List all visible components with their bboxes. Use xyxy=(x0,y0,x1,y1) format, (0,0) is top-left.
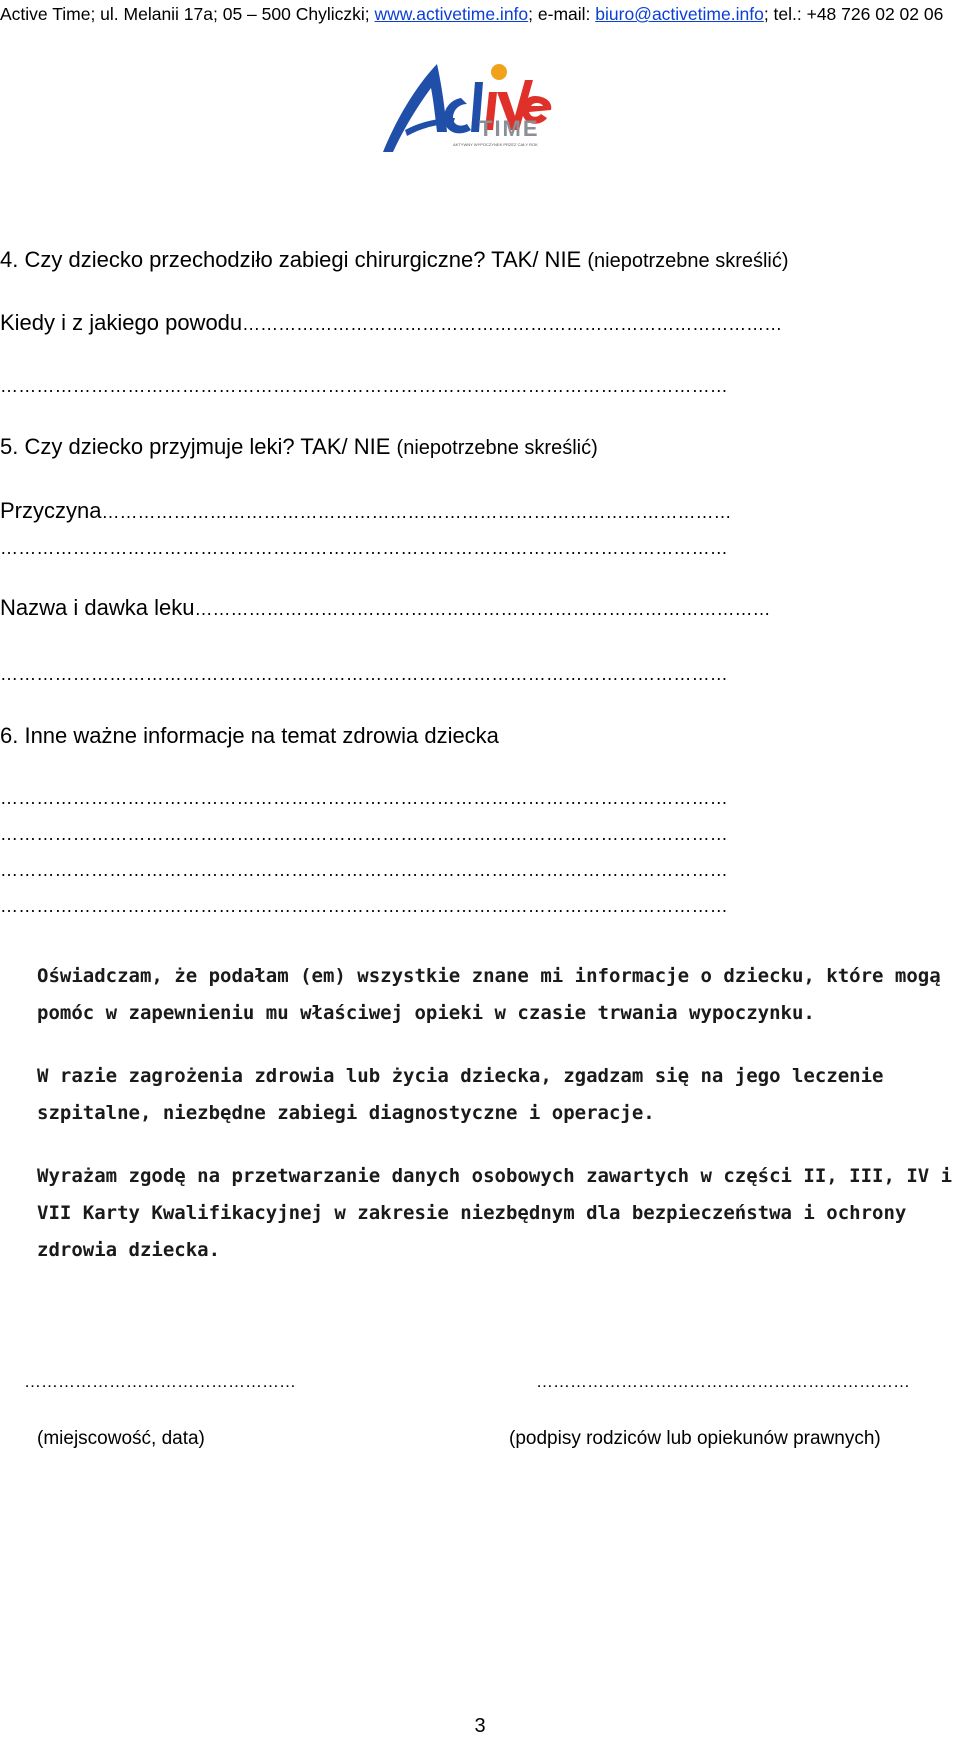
email-label: ; e-mail: xyxy=(528,4,596,24)
question-5-dots-line: ………………………………………………………………………………………………………… xyxy=(0,538,728,558)
question-6-dots-line-3: ………………………………………………………………………………………………………… xyxy=(0,860,728,880)
signature-label: (podpisy rodziców lub opiekunów prawnych) xyxy=(509,1428,881,1449)
active-time-logo xyxy=(375,52,560,170)
question-5-drug-dots: …………………………………………………………………………………… xyxy=(194,599,771,619)
letterhead-address: Active Time; ul. Melanii 17a; 05 – 500 Chyliczki; xyxy=(0,4,375,24)
question-4-dots-line: ………………………………………………………………………………………………………… xyxy=(0,376,728,396)
question-4-when-label: Kiedy i z jakiego powodu xyxy=(0,310,243,335)
question-5-reason-label: Przyczyna xyxy=(0,498,102,523)
signature-dots: ………………………………………………………… xyxy=(536,1372,910,1391)
statement-information: Oświadczam, że podałam (em) wszystkie znane mi informacje o dziecku, które mogą pomóc w zapewnieniu mu właściwej opieki w czasie trwania wypoczynku. xyxy=(37,965,941,1024)
question-5-text: 5. Czy dziecko przyjmuje leki? TAK/ NIE xyxy=(0,434,397,459)
statement-treatment-consent: W razie zagrożenia zdrowia lub życia dziecka, zgadzam się na jego leczenie szpitalne, niezbędne zabiegi diagnostyczne i operacje. xyxy=(37,1065,884,1124)
question-4-when-dots: ……………………………………………………………………………… xyxy=(242,314,783,334)
question-5-drug xyxy=(0,595,960,621)
question-5-note: (niepotrzebne skreślić) xyxy=(396,437,598,459)
question-5-reason xyxy=(0,498,960,524)
logo-a-swoosh xyxy=(383,64,447,152)
statement-data-consent: Wyrażam zgodę na przetwarzanie danych osobowych zawartych w części II, III, IV i VII Karty Kwalifikacyjnej w zakresie niezbędnym dla bezpieczeństwa i ochrony zdrowia dziecka. xyxy=(37,1165,953,1261)
logo-orange-dot xyxy=(491,64,507,80)
letterhead xyxy=(0,4,960,25)
place-date-label: (miejscowość, data) xyxy=(37,1428,205,1449)
question-6-dots-line-4: ………………………………………………………………………………………………………… xyxy=(0,896,728,916)
question-5 xyxy=(0,434,960,460)
question-4-text: 4. Czy dziecko przechodziło zabiegi chirurgiczne? TAK/ NIE xyxy=(0,247,588,272)
page-number: 3 xyxy=(474,1715,486,1737)
email-link[interactable]: biuro@activetime.info xyxy=(595,4,764,24)
question-5-reason-dots: …………………………………………………………………………………………… xyxy=(101,502,732,522)
question-6 xyxy=(0,723,960,749)
question-5-drug-label: Nazwa i dawka leku xyxy=(0,595,195,620)
phone-number: ; tel.: +48 726 02 02 06 xyxy=(763,4,944,24)
website-link[interactable]: www.activetime.info xyxy=(374,4,529,24)
logo-c-swoosh xyxy=(444,98,471,133)
logo-word: TIME xyxy=(479,116,540,141)
question-6-dots-line-2: ………………………………………………………………………………………………………… xyxy=(0,824,728,844)
question-5-dots-line-2: ………………………………………………………………………………………………………… xyxy=(0,664,728,684)
question-4 xyxy=(0,247,960,273)
question-6-text: 6. Inne ważne informacje na temat zdrowia dziecka xyxy=(0,723,499,748)
logo-tagline: AKTYWNY WYPOCZYNEK PRZEZ CAŁY ROK xyxy=(453,142,538,147)
place-date-dots: ………………………………………… xyxy=(24,1372,296,1391)
question-6-dots-line-1: ………………………………………………………………………………………………………… xyxy=(0,788,728,808)
question-4-note: (niepotrzebne skreślić) xyxy=(587,250,789,272)
question-4-when xyxy=(0,310,960,336)
